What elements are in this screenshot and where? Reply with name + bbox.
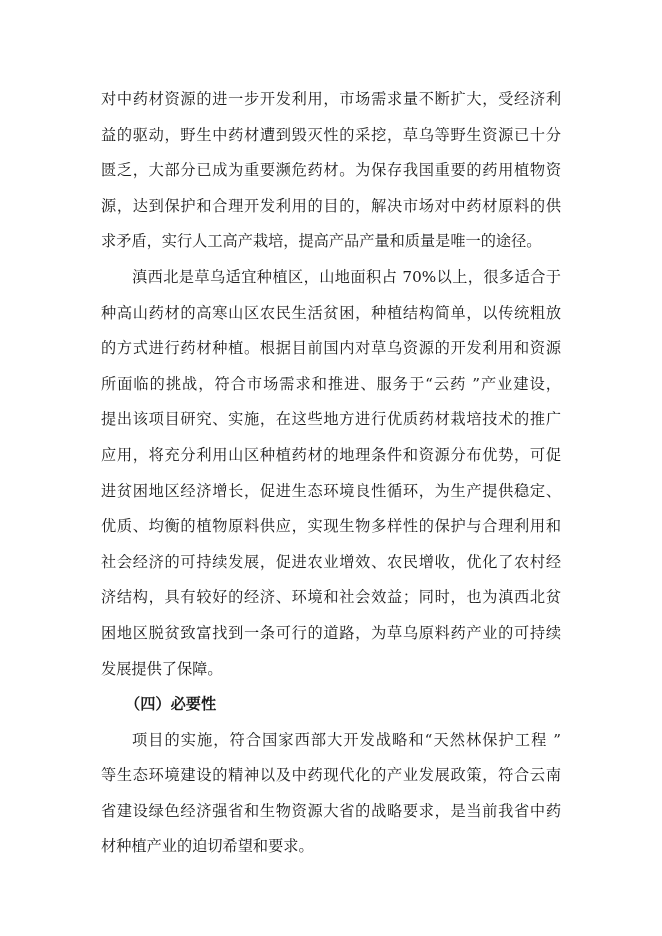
text-line: 匮乏，大部分已成为重要濒危药材。为保存我国重要的药用植物资 [101, 161, 561, 180]
text-line: 的方式进行药材种植。根据目前国内对草乌资源的开发利用和资源 [101, 339, 561, 358]
text-line: 济结构，具有较好的经济、环境和社会效益；同时，也为滇西北贫 [101, 588, 561, 607]
text-line: 源，达到保护和合理开发利用的目的，解决市场对中药材原料的供 [101, 196, 561, 215]
text-line: 等生态环境建设的精神以及中药现代化的产业发展政策，符合云南 [101, 766, 561, 785]
text-line: 进贫困地区经济增长，促进生态环境良性循环，为生产提供稳定、 [101, 481, 561, 500]
text-line: 应用，将充分利用山区种植药材的地理条件和资源分布优势，可促 [101, 445, 561, 464]
text-line: 项目的实施，符合国家西部大开发战略和“天然林保护工程 ” [132, 730, 561, 749]
paragraph-necessity [101, 723, 561, 865]
text-line: 种高山药材的高寒山区农民生活贫困，种植结构简单，以传统粗放 [101, 303, 561, 322]
text-line: 困地区脱贫致富找到一条可行的道路，为草乌原料药产业的可持续 [101, 623, 561, 642]
text-line: 滇西北是草乌适宜种植区，山地面积占 70%以上，很多适合于 [132, 267, 561, 286]
text-line: 所面临的挑战，符合市场需求和推进、服务于“云药 ”产业建设， [101, 374, 561, 393]
text-line: 省建设绿色经济强省和生物资源大省的战略要求，是当前我省中药 [101, 801, 561, 820]
text-line: 材种植产业的迫切希望和要求。 [101, 837, 314, 856]
text-line: 发展提供了保障。 [101, 659, 223, 678]
text-line: 提出该项目研究、实施，在这些地方进行优质药材栽培技术的推广 [101, 410, 561, 429]
text-line: 社会经济的可持续发展，促进农业增效、农民增收，优化了农村经 [101, 552, 561, 571]
paragraph-northwest-yunnan [101, 260, 561, 687]
text-line: 对中药材资源的进一步开发利用，市场需求量不断扩大，受经济利 [101, 90, 561, 108]
document-body [101, 82, 561, 865]
section-heading-necessity: （四）必要性 [125, 695, 217, 714]
text-line: 益的驱动，野生中药材遭到毁灭性的采挖，草乌等野生资源已十分 [101, 125, 561, 144]
text-line: 优质、均衡的植物原料供应，实现生物多样性的保护与合理利用和 [101, 517, 561, 536]
paragraph-resource-scarcity [101, 82, 561, 260]
text-line: 求矛盾，实行人工高产栽培，提高产品产量和质量是唯一的途径。 [101, 232, 542, 251]
